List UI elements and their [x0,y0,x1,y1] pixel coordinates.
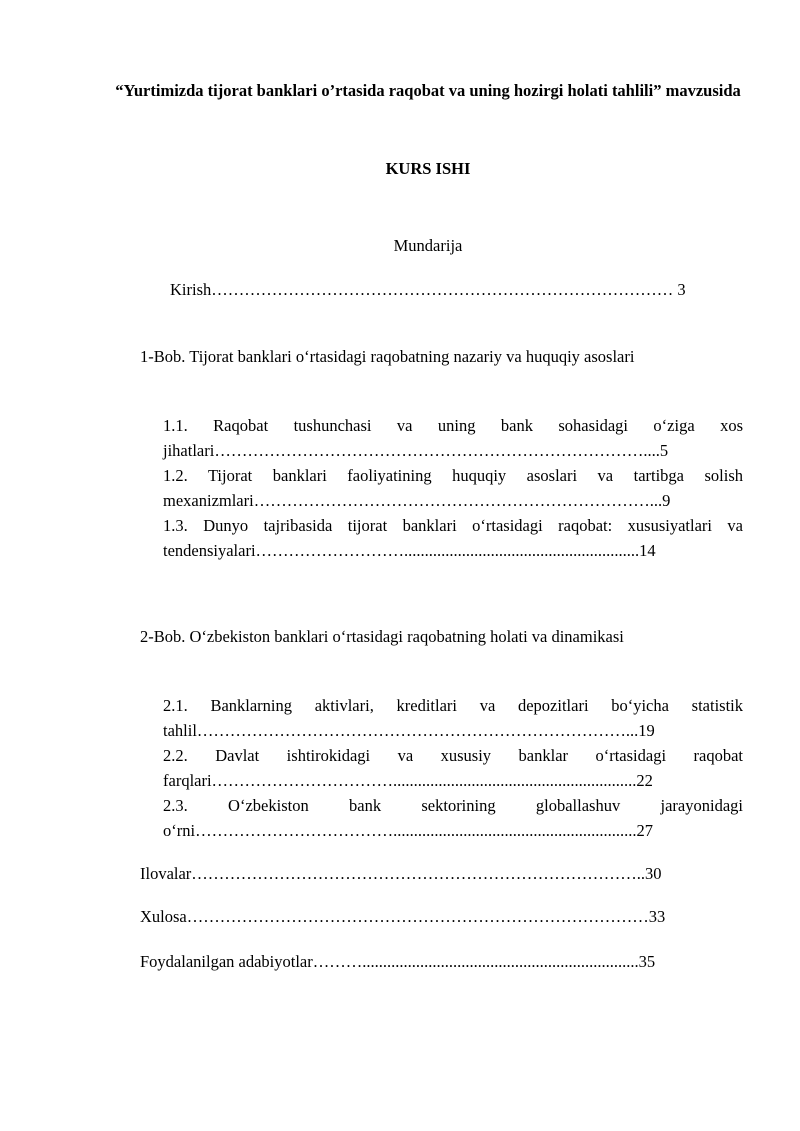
document-title: “Yurtimizda tijorat banklari o’rtasida raqobat va uning hozirgi holati tahlili” mavzusida [115,81,741,100]
toc-entry-xulosa: Xulosa…………………………………………………………………………33 [140,907,666,926]
toc-section-1-1: 1.1. Raqobat tushunchasi va uning bank sohasidagi o‘ziga xos jihatlari……………………………………………………………………....5 [163,416,743,460]
toc-chapter-1: 1-Bob. Tijorat banklari o‘rtasidagi raqobatning nazariy va huquqiy asoslari [140,347,635,366]
toc-section-1-3: 1.3. Dunyo tajribasida tijorat banklari o‘rtasidagi raqobat: xususiyatlari va tendensiyalari……………………….........................................................14 [163,516,743,560]
toc-section-2-2: 2.2. Davlat ishtirokidagi va xususiy banklar o‘rtasidagi raqobat farqlari……………………………...........................................................22 [163,746,743,790]
document-type-label: KURS ISHI [385,159,471,178]
toc-section-1-2: 1.2. Tijorat banklari faoliyatining huquqiy asoslari va tartibga solish mexanizmlari………………………………………………………………...9 [163,466,743,510]
toc-section-2-3: 2.3. O‘zbekiston bank sektorining globallashuv jarayonidagi o‘rni………………………………...........................................................27 [163,796,743,840]
toc-chapter-2: 2-Bob. O‘zbekiston banklari o‘rtasidagi raqobatning holati va dinamikasi [140,627,624,646]
toc-entry-ilovalar: Ilovalar………………………………………………………………………..30 [140,864,662,883]
toc-entry-foydalanilgan-adabiyotlar: Foydalanilgan adabiyotlar………...................................................................35 [140,952,656,971]
toc-heading: Mundarija [393,236,463,255]
toc-entry-kirish: Kirish………………………………………………………………………… 3 [170,280,686,299]
toc-section-2-1: 2.1. Banklarning aktivlari, kreditlari va depozitlari bo‘yicha statistik tahlil……………………………………………………………………...19 [163,696,743,740]
